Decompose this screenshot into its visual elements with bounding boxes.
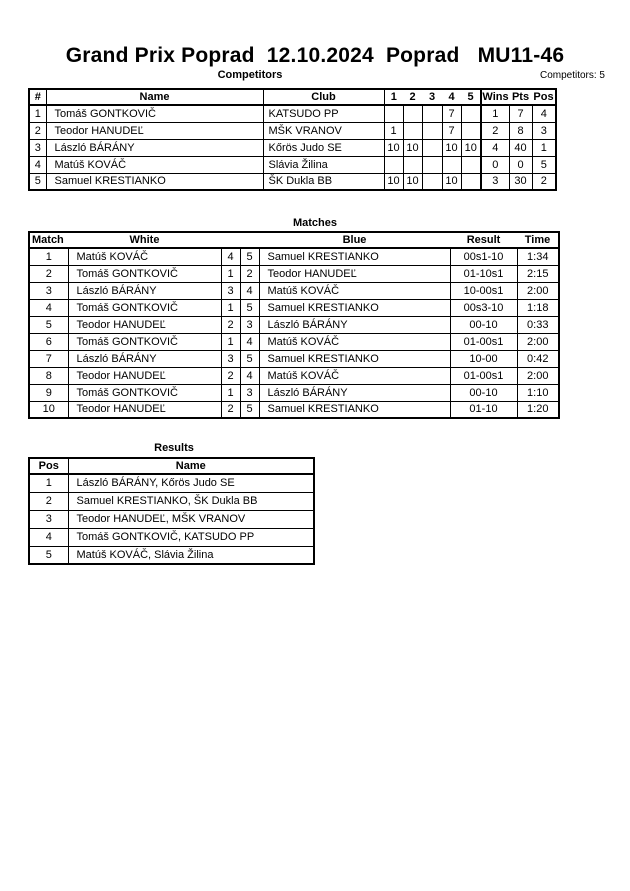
cell-blue-number: 4: [240, 367, 259, 384]
header-blue: Blue: [259, 232, 450, 248]
competitor-row: [29, 105, 556, 122]
competitor-row: [29, 122, 556, 139]
cell-result: 00-10: [450, 384, 517, 401]
cell-blue-number: 4: [240, 282, 259, 299]
cell-time: 2:00: [517, 282, 559, 299]
cell-blue-name: Matúš KOVÁČ: [259, 282, 450, 299]
cell-pts: 30: [509, 173, 532, 190]
cell-score-5: [461, 173, 481, 190]
cell-white-name: Teodor HANUDEĽ: [68, 367, 221, 384]
header-match: Match: [29, 232, 68, 248]
cell-time: 2:00: [517, 367, 559, 384]
header-time: Time: [517, 232, 559, 248]
header-number: #: [29, 89, 46, 105]
match-row: [29, 350, 559, 367]
cell-time: 2:00: [517, 333, 559, 350]
cell-result: 10-00: [450, 350, 517, 367]
header-blue-num: [240, 232, 259, 248]
header-white: White: [68, 232, 221, 248]
cell-name-club: Samuel KRESTIANKO, ŠK Dukla BB: [68, 492, 314, 510]
cell-blue-name: Matúš KOVÁČ: [259, 333, 450, 350]
results-table: [28, 457, 315, 565]
cell-name-club: Tomáš GONTKOVIČ, KATSUDO PP: [68, 528, 314, 546]
result-row: [29, 510, 314, 528]
cell-result: 00s3-10: [450, 299, 517, 316]
cell-number: 3: [29, 139, 46, 156]
header-result: Result: [450, 232, 517, 248]
cell-blue-number: 2: [240, 265, 259, 282]
cell-score-4: 10: [442, 139, 461, 156]
cell-blue-name: Samuel KRESTIANKO: [259, 350, 450, 367]
cell-time: 1:10: [517, 384, 559, 401]
header-name: Name: [68, 458, 314, 474]
cell-blue-number: 3: [240, 316, 259, 333]
cell-white-number: 3: [221, 350, 240, 367]
cell-pos: 2: [29, 492, 68, 510]
cell-pts: 0: [509, 156, 532, 173]
results-section-label: Results: [154, 442, 194, 454]
cell-score-3: [422, 139, 442, 156]
cell-pos: 2: [532, 173, 556, 190]
cell-wins: 1: [481, 105, 509, 122]
cell-match-number: 2: [29, 265, 68, 282]
match-row: [29, 282, 559, 299]
cell-pos: 1: [532, 139, 556, 156]
result-row: [29, 492, 314, 510]
matches-header-row: [29, 232, 559, 248]
cell-time: 1:18: [517, 299, 559, 316]
cell-blue-number: 5: [240, 248, 259, 265]
cell-pts: 8: [509, 122, 532, 139]
match-row: [29, 384, 559, 401]
cell-name-club: Teodor HANUDEĽ, MŠK VRANOV: [68, 510, 314, 528]
competitors-table: [28, 88, 557, 191]
cell-name: Matúš KOVÁČ: [46, 156, 263, 173]
cell-white-number: 1: [221, 299, 240, 316]
cell-club: ŠK Dukla BB: [263, 173, 384, 190]
cell-white-name: Teodor HANUDEĽ: [68, 316, 221, 333]
cell-result: 01-00s1: [450, 333, 517, 350]
cell-white-name: László BÁRÁNY: [68, 350, 221, 367]
cell-white-name: László BÁRÁNY: [68, 282, 221, 299]
cell-white-number: 1: [221, 384, 240, 401]
cell-blue-name: Samuel KRESTIANKO: [259, 248, 450, 265]
matches-section-label: Matches: [292, 217, 338, 229]
cell-time: 2:15: [517, 265, 559, 282]
header-round-5: 5: [461, 89, 481, 105]
header-pos: Pos: [29, 458, 68, 474]
cell-score-5: [461, 156, 481, 173]
cell-time: 1:20: [517, 401, 559, 418]
cell-match-number: 10: [29, 401, 68, 418]
cell-score-1: 10: [384, 173, 403, 190]
cell-time: 0:33: [517, 316, 559, 333]
cell-match-number: 7: [29, 350, 68, 367]
match-row: [29, 299, 559, 316]
cell-score-2: [403, 156, 422, 173]
header-wins: Wins: [482, 91, 509, 103]
cell-score-1: [384, 105, 403, 122]
cell-club: KATSUDO PP: [263, 105, 384, 122]
cell-white-number: 1: [221, 265, 240, 282]
cell-result: 00-10: [450, 316, 517, 333]
cell-blue-name: László BÁRÁNY: [259, 384, 450, 401]
cell-blue-number: 5: [240, 350, 259, 367]
cell-white-name: Teodor HANUDEĽ: [68, 401, 221, 418]
competitors-header-row: [29, 89, 556, 105]
cell-blue-name: Matúš KOVÁČ: [259, 367, 450, 384]
cell-score-3: [422, 156, 442, 173]
cell-name-club: László BÁRÁNY, Kőrös Judo SE: [68, 474, 314, 492]
cell-score-1: 1: [384, 122, 403, 139]
cell-blue-number: 5: [240, 401, 259, 418]
header-name: Name: [46, 89, 263, 105]
competitor-row: [29, 139, 556, 156]
cell-score-2: 10: [403, 173, 422, 190]
header-round-1: 1: [384, 89, 403, 105]
cell-white-number: 3: [221, 282, 240, 299]
competitors-section-label: Competitors: [217, 69, 283, 81]
cell-score-4: 10: [442, 173, 461, 190]
cell-match-number: 8: [29, 367, 68, 384]
page-title: Grand Prix Poprad 12.10.2024 Poprad MU11-46: [65, 44, 565, 67]
cell-pos: 4: [532, 105, 556, 122]
cell-pts: 7: [509, 105, 532, 122]
cell-score-5: [461, 105, 481, 122]
cell-time: 1:34: [517, 248, 559, 265]
competitors-count: Competitors: 5: [539, 70, 605, 81]
cell-pos: 3: [532, 122, 556, 139]
cell-white-number: 2: [221, 316, 240, 333]
cell-wins: 0: [481, 156, 509, 173]
cell-white-number: 2: [221, 367, 240, 384]
cell-white-name: Tomáš GONTKOVIČ: [68, 265, 221, 282]
match-row: [29, 333, 559, 350]
cell-score-3: [422, 173, 442, 190]
cell-white-number: 2: [221, 401, 240, 418]
cell-match-number: 5: [29, 316, 68, 333]
cell-number: 4: [29, 156, 46, 173]
cell-score-5: 10: [461, 139, 481, 156]
competitor-row: [29, 156, 556, 173]
result-row: [29, 528, 314, 546]
cell-white-name: Tomáš GONTKOVIČ: [68, 333, 221, 350]
header-round-2: 2: [403, 89, 422, 105]
cell-result: 01-00s1: [450, 367, 517, 384]
cell-club: MŠK VRANOV: [263, 122, 384, 139]
cell-blue-name: Samuel KRESTIANKO: [259, 299, 450, 316]
cell-match-number: 1: [29, 248, 68, 265]
result-row: [29, 546, 314, 564]
cell-blue-number: 5: [240, 299, 259, 316]
cell-blue-number: 3: [240, 384, 259, 401]
result-row: [29, 474, 314, 492]
cell-pos: 3: [29, 510, 68, 528]
matches-table: [28, 231, 560, 419]
cell-white-name: Tomáš GONTKOVIČ: [68, 384, 221, 401]
cell-name: Teodor HANUDEĽ: [46, 122, 263, 139]
cell-score-3: [422, 105, 442, 122]
cell-white-number: 4: [221, 248, 240, 265]
results-header-row: [29, 458, 314, 474]
header-white-num: [221, 232, 240, 248]
cell-wins: 2: [481, 122, 509, 139]
header-round-3: 3: [422, 89, 442, 105]
header-pos: Pos: [532, 89, 556, 105]
match-row: [29, 248, 559, 265]
cell-name: Tomáš GONTKOVIČ: [46, 105, 263, 122]
cell-wins: 3: [481, 173, 509, 190]
cell-pos: 5: [29, 546, 68, 564]
cell-result: 00s1-10: [450, 248, 517, 265]
cell-name: Samuel KRESTIANKO: [46, 173, 263, 190]
cell-score-2: [403, 105, 422, 122]
cell-score-4: [442, 156, 461, 173]
cell-blue-name: László BÁRÁNY: [259, 316, 450, 333]
match-row: [29, 316, 559, 333]
cell-name-club: Matúš KOVÁČ, Slávia Žilina: [68, 546, 314, 564]
cell-pos: 4: [29, 528, 68, 546]
cell-result: 10-00s1: [450, 282, 517, 299]
cell-name: László BÁRÁNY: [46, 139, 263, 156]
cell-number: 5: [29, 173, 46, 190]
cell-blue-name: Teodor HANUDEĽ: [259, 265, 450, 282]
competitor-row: [29, 173, 556, 190]
cell-score-1: [384, 156, 403, 173]
match-row: [29, 367, 559, 384]
cell-pos: 5: [532, 156, 556, 173]
header-round-4: 4: [442, 89, 461, 105]
cell-pos: 1: [29, 474, 68, 492]
header-pts: Pts: [509, 89, 532, 105]
cell-pts: 40: [509, 139, 532, 156]
cell-club: Kőrös Judo SE: [263, 139, 384, 156]
cell-score-4: 7: [442, 122, 461, 139]
cell-white-name: Matúš KOVÁČ: [68, 248, 221, 265]
cell-number: 2: [29, 122, 46, 139]
cell-number: 1: [29, 105, 46, 122]
header-club: Club: [263, 89, 384, 105]
cell-match-number: 9: [29, 384, 68, 401]
cell-score-4: 7: [442, 105, 461, 122]
cell-club: Slávia Žilina: [263, 156, 384, 173]
cell-white-number: 1: [221, 333, 240, 350]
cell-score-2: 10: [403, 139, 422, 156]
match-row: [29, 401, 559, 418]
match-row: [29, 265, 559, 282]
cell-match-number: 4: [29, 299, 68, 316]
cell-score-3: [422, 122, 442, 139]
cell-blue-number: 4: [240, 333, 259, 350]
cell-result: 01-10: [450, 401, 517, 418]
cell-wins: 4: [481, 139, 509, 156]
cell-score-1: 10: [384, 139, 403, 156]
cell-score-5: [461, 122, 481, 139]
cell-score-2: [403, 122, 422, 139]
cell-result: 01-10s1: [450, 265, 517, 282]
cell-blue-name: Samuel KRESTIANKO: [259, 401, 450, 418]
cell-match-number: 6: [29, 333, 68, 350]
cell-white-name: Tomáš GONTKOVIČ: [68, 299, 221, 316]
cell-match-number: 3: [29, 282, 68, 299]
cell-time: 0:42: [517, 350, 559, 367]
